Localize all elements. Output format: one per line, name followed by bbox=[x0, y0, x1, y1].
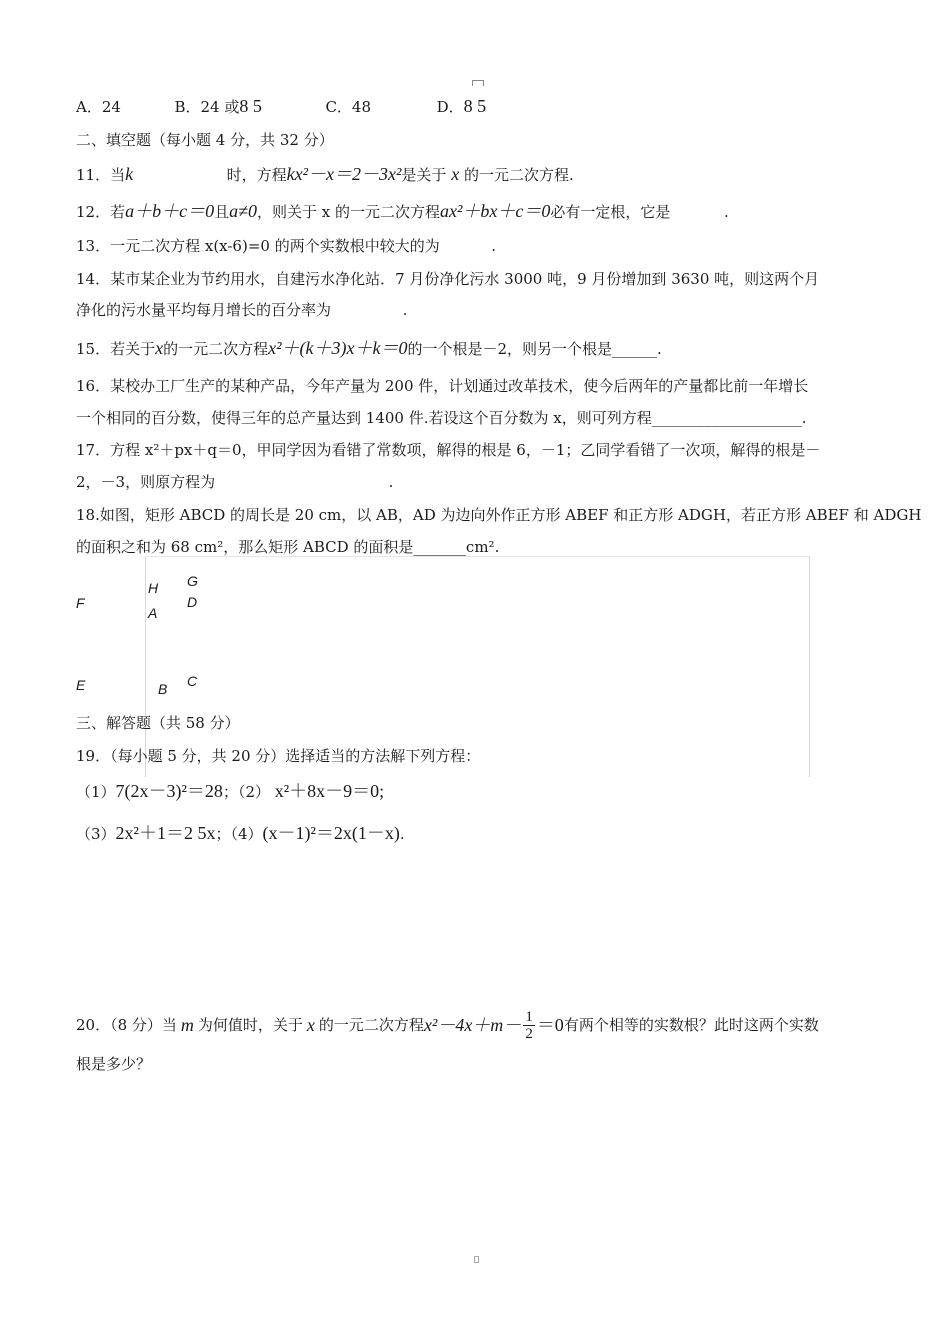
question-20-line1 bbox=[76, 1005, 819, 1045]
figure-label-g: G bbox=[187, 573, 198, 589]
q20-eq-left: x²－4x＋m－ bbox=[423, 1015, 522, 1035]
figure-frame bbox=[145, 556, 810, 777]
q12-and: 且 bbox=[214, 203, 230, 221]
q19-part4-end: . bbox=[399, 825, 405, 843]
question-12 bbox=[76, 201, 729, 222]
radical-mark bbox=[472, 80, 484, 86]
option-c: C．48 bbox=[325, 98, 372, 116]
q14-text: 净化的污水量平均每月增长的百分率为 bbox=[76, 301, 332, 319]
q20-num: 20．（8 分）当 bbox=[76, 1016, 177, 1034]
question-14-line2 bbox=[76, 300, 407, 320]
question-11 bbox=[76, 164, 574, 185]
q10-options bbox=[76, 96, 486, 117]
question-16-line2: 一个相同的百分数，使得三年的总产量达到 1400 件.若设这个百分数为 x，则可列方程____________________. bbox=[76, 409, 807, 427]
section2-title: 二、填空题（每小题 4 分，共 32 分） bbox=[76, 131, 334, 149]
q19-part1-equation: 7(2x－3)²＝28 bbox=[115, 781, 223, 801]
q14-dot: . bbox=[402, 301, 408, 319]
question-15 bbox=[76, 338, 662, 359]
q20-x: x bbox=[306, 1015, 315, 1035]
section3-title: 三、解答题（共 58 分） bbox=[76, 714, 240, 732]
q20-fraction bbox=[523, 1009, 535, 1042]
page-mark bbox=[474, 1256, 479, 1263]
q12-cond2: a≠0 bbox=[229, 201, 257, 221]
option-d-value: 8 5 bbox=[463, 96, 487, 116]
q20-m: m bbox=[180, 1015, 194, 1035]
q20-t3: 有两个相等的实数根？此时这两个实数 bbox=[563, 1016, 819, 1034]
figure-label-b: B bbox=[158, 681, 168, 697]
q19-part4-equation: (x－1)²＝2x(1－x) bbox=[262, 823, 400, 843]
q12-dot: . bbox=[723, 203, 729, 221]
q15-equation: x²＋(k＋3)x＋k＝0 bbox=[268, 338, 408, 358]
figure-label-f: F bbox=[76, 595, 85, 611]
option-d-prefix: D． bbox=[436, 98, 464, 116]
q11-equation: kx²－x＝2－3x² bbox=[286, 164, 402, 184]
figure-label-d: D bbox=[187, 594, 198, 610]
figure-label-h: H bbox=[148, 580, 159, 596]
q19-part2-equation: x²＋8x－9＝0; bbox=[274, 781, 385, 801]
q20-t1: 为何值时，关于 bbox=[197, 1016, 303, 1034]
option-a: A．24 bbox=[76, 98, 121, 116]
question-13 bbox=[76, 236, 496, 256]
question-16-line1: 16．某校办工厂生产的某种产品，今年产量为 200 件，计划通过改革技术，使今后两年的产量都比前一年增长 bbox=[76, 377, 809, 395]
q15-end: 的一个根是－2，则另一个根是______. bbox=[407, 340, 662, 358]
q13-text: 13．一元二次方程 x(x-6)=0 的两个实数根中较大的为 bbox=[76, 237, 440, 255]
question-18-line2: 的面积之和为 68 cm²，那么矩形 ABCD 的面积是_______cm². bbox=[76, 538, 500, 556]
question-19-header: 19．（每小题 5 分，共 20 分）选择适当的方法解下列方程： bbox=[76, 747, 481, 765]
q15-num: 15．若关于 bbox=[76, 340, 156, 358]
q15-x: x bbox=[155, 338, 164, 358]
q19-sep1: ；（2） bbox=[222, 783, 270, 801]
question-14-line1: 14．某市某企业为节约用水，自建污水净化站．7 月份净化污水 3000 吨，9 月份增加到 3630 吨，则这两个月 bbox=[76, 270, 820, 288]
q11-end: 的一元二次方程. bbox=[464, 166, 574, 184]
question-19-parts-3-4 bbox=[76, 823, 405, 844]
q12-mid: ，则关于 x 的一元二次方程 bbox=[257, 203, 440, 221]
q12-num: 12．若 bbox=[76, 203, 126, 221]
q11-var: k bbox=[125, 164, 134, 184]
q17-dot: . bbox=[388, 473, 394, 491]
q11-mid: 时，方程 bbox=[226, 166, 287, 184]
option-b-value: 8 5 bbox=[239, 96, 262, 116]
option-b-prefix: B．24 或 bbox=[174, 98, 240, 116]
q19-part3-equation: 2x²＋1＝2 5x bbox=[115, 823, 216, 843]
q19-part3-label: （3） bbox=[76, 825, 116, 843]
q15-mid: 的一元二次方程 bbox=[163, 340, 269, 358]
q19-sep2: ；（4） bbox=[215, 825, 263, 843]
q19-part1-label: （1） bbox=[76, 783, 116, 801]
q20-frac-den: 2 bbox=[525, 1025, 533, 1042]
figure-label-c: C bbox=[187, 673, 198, 689]
q20-t2: 的一元二次方程 bbox=[318, 1016, 424, 1034]
question-19-parts-1-2 bbox=[76, 781, 384, 802]
q12-cond1: a＋b＋c＝0 bbox=[125, 201, 215, 221]
q12-equation: ax²＋bx＋c＝0 bbox=[440, 201, 551, 221]
q20-eq-right: ＝0 bbox=[536, 1015, 564, 1035]
q11-tail: 是关于 bbox=[401, 166, 447, 184]
figure-label-a: A bbox=[148, 605, 158, 621]
q17-text: 2，－3，则原方程为 bbox=[76, 473, 216, 491]
q20-frac-num: 1 bbox=[525, 1008, 533, 1025]
figure-label-e: E bbox=[76, 677, 86, 693]
q13-dot: . bbox=[491, 237, 497, 255]
q12-end: 必有一定根，它是 bbox=[550, 203, 671, 221]
q11-num: 11．当 bbox=[76, 166, 126, 184]
question-18-line1: 18.如图，矩形 ABCD 的周长是 20 cm，以 AB，AD 为边向外作正方形 ABEF 和正方形 ADGH，若正方形 ABEF 和 ADGH bbox=[76, 506, 922, 524]
question-17-line2 bbox=[76, 472, 393, 492]
q11-x: x bbox=[451, 164, 460, 184]
question-20-line2: 根是多少？ bbox=[76, 1055, 152, 1073]
question-17-line1: 17．方程 x²＋px＋q＝0，甲同学因为看错了常数项，解得的根是 6，－1；乙同学看错了一次项，解得的根是－ bbox=[76, 441, 821, 459]
